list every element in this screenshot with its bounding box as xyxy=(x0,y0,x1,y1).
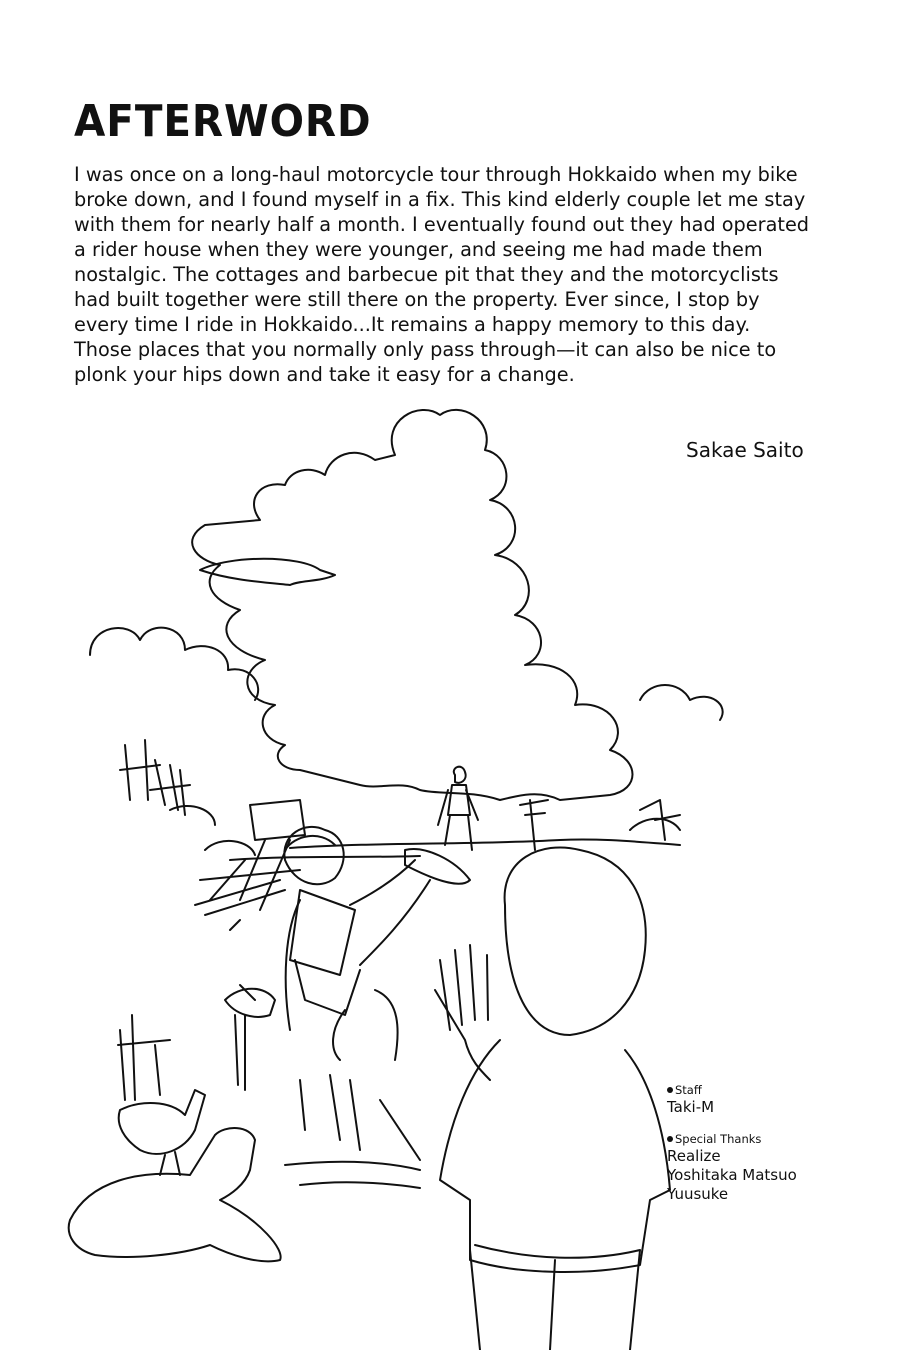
bushes xyxy=(170,806,680,855)
boy-head xyxy=(505,847,646,1035)
page-title: AFTERWORD xyxy=(74,96,372,147)
manga-illustration-icon xyxy=(0,400,900,1350)
thanks-name: Yuusuke xyxy=(667,1185,729,1203)
thanks-name: Yoshitaka Matsuo xyxy=(667,1166,797,1184)
cloud-right xyxy=(640,685,723,720)
staff-label: Staff xyxy=(675,1083,702,1097)
bullet-icon xyxy=(667,1087,673,1093)
bullet-icon xyxy=(667,1136,673,1142)
staff-name: Taki-M xyxy=(667,1098,715,1116)
fence-left xyxy=(120,740,190,815)
horizon xyxy=(290,839,680,848)
afterword-body: I was once on a long-haul motorcycle tour through Hokkaido when my bike broke down, and I found myself in a fix. This kind elderly couple let me stay with them for nearly half a month. I eventually found out they had operated a rider house when they were younger, and seeing me had made them nostalgic. The cottages and barbecue pit that they and the motorcyclists had built together were still there on the property. Ever since, I stop by every time I ride in Hokkaido...It remains a happy memory to this day. Those places that you normally only pass through—it can also be nice to plonk your hips down and take it easy for a change. xyxy=(74,163,810,386)
distant-figure xyxy=(438,767,478,850)
credits xyxy=(667,1082,887,1204)
boy-pants xyxy=(470,1245,640,1350)
boy-hand xyxy=(435,945,490,1080)
author-signature: Sakae Saito xyxy=(686,438,804,462)
staff-heading xyxy=(667,1082,887,1098)
wisp-cloud xyxy=(200,559,335,585)
thanks-name: Realize xyxy=(667,1147,721,1165)
girl-body xyxy=(290,890,360,1015)
posted-shoes xyxy=(225,985,275,1017)
cloud-left xyxy=(90,628,258,700)
thanks-heading xyxy=(667,1131,887,1147)
dog xyxy=(69,1128,281,1261)
boy-shirt xyxy=(440,1040,670,1272)
girl-arm xyxy=(286,860,415,1030)
shoe xyxy=(405,849,470,884)
fence-post xyxy=(118,1015,170,1100)
cloud-shape xyxy=(192,410,632,800)
broken-structure xyxy=(200,800,305,930)
thanks-label: Special Thanks xyxy=(675,1132,762,1146)
chicken xyxy=(119,1090,205,1175)
